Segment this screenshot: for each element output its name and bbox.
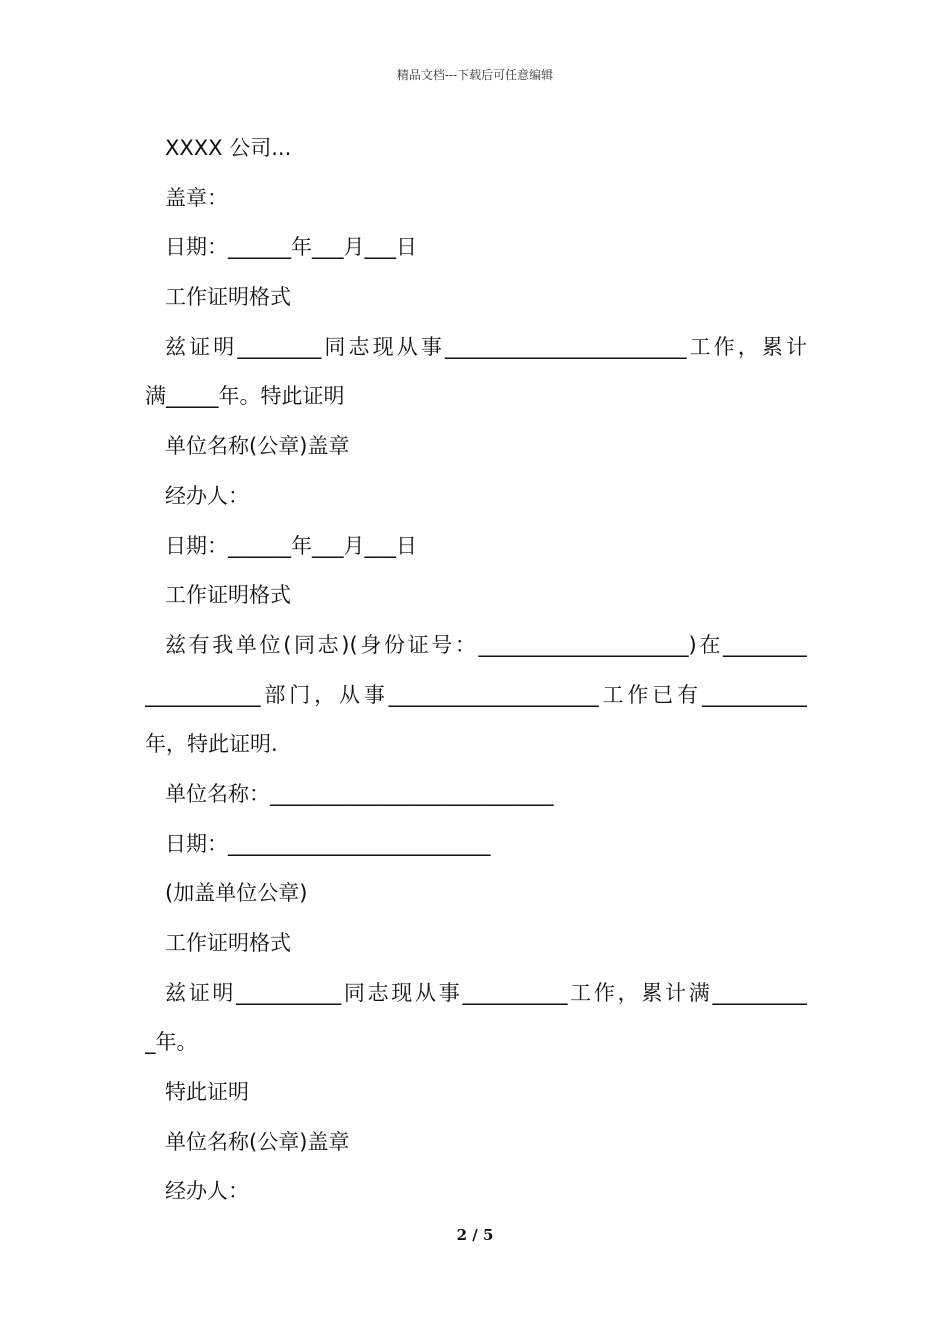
page-header: 精品文档---下载后可任意编辑 [396,68,554,82]
document-body [145,128,807,1221]
unit-seal-line: 单位名称(公章)盖章 [165,1129,350,1154]
company-line: XXXX 公司... [165,136,292,160]
date-line: 日期：______年___月___日 [165,235,417,260]
paragraph-line: 满_____年。特此证明 [145,384,345,409]
unit-name-line: 单位名称：___________________________ [165,781,554,806]
seal-note-line: (加盖单位公章) [165,881,308,906]
paragraph-line: 兹证明________同志现从事_______________________工作，累计 [165,334,807,359]
handler-line: 经办人： [165,483,249,508]
date-line: 日期：______年___月___日 [165,533,417,558]
seal-line: 盖章： [165,185,228,210]
page-number: 2 / 5 [456,1226,494,1244]
certify-line: 特此证明 [165,1080,249,1105]
paragraph-line: 兹证明__________同志现从事__________工作，累计满_________ [165,980,807,1005]
paragraph-line: ___________部门，从事____________________工作已有__________ [145,682,807,707]
section-heading: 工作证明格式 [165,285,291,310]
paragraph-line: 年，特此证明. [145,732,278,757]
handler-line: 经办人： [165,1179,249,1204]
paragraph-line: _年。 [145,1030,198,1055]
section-heading: 工作证明格式 [165,583,291,608]
unit-seal-line: 单位名称(公章)盖章 [165,434,350,459]
paragraph-line: 兹有我单位(同志)(身份证号：____________________)在________ [165,632,807,657]
date-line: 日期：_________________________ [165,831,491,856]
section-heading: 工作证明格式 [165,931,291,955]
